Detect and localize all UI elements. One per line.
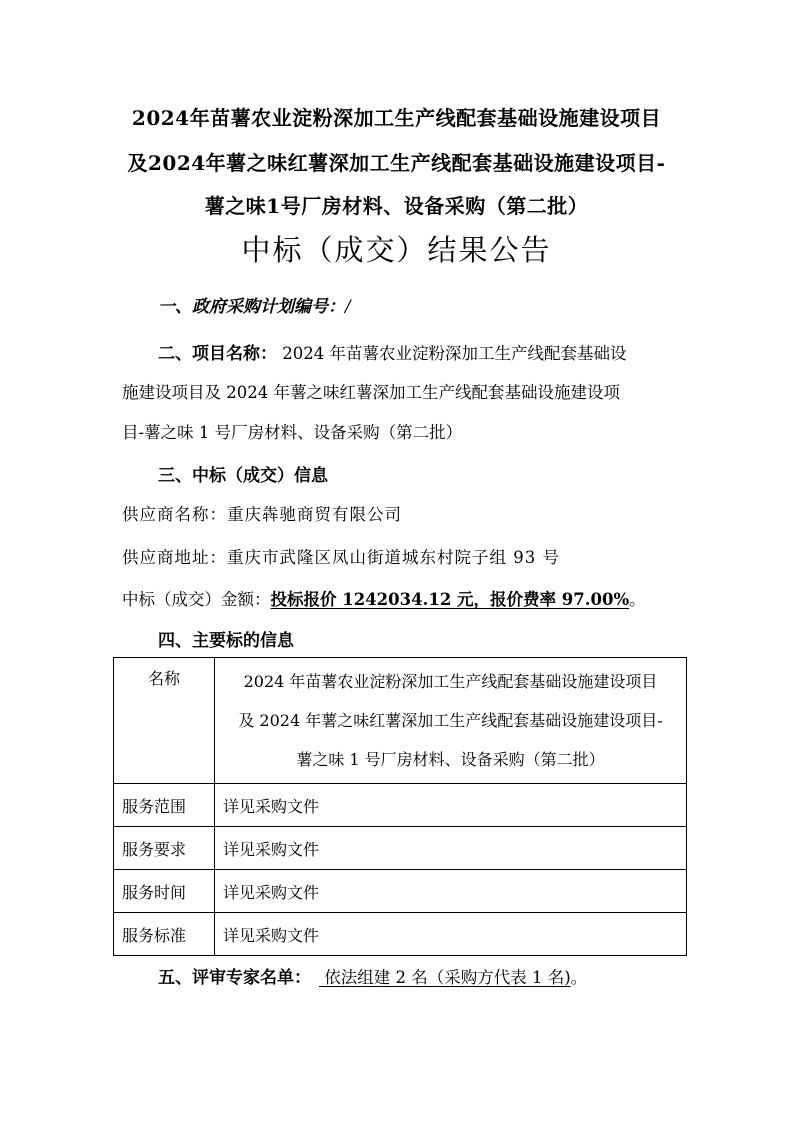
title-line-2: 及2024年薯之味红薯深加工生产线配套基础设施建设项目- [127,151,666,175]
supplier-address: 重庆市武隆区凤山街道城东村院子组 93 号 [227,548,560,567]
award-amount-row [122,586,646,610]
name-value-line-2: 及 2024 年薯之味红薯深加工生产线配套基础设施建设项目- [238,711,663,730]
table-row [114,784,687,827]
project-name-part-3: 目-薯之味 1 号厂房材料、设备采购（第二批） [122,423,463,442]
section-5-heading: 五、评审专家名单： [158,968,311,988]
row-value: 详见采购文件 [215,870,687,913]
name-label: 名称 [147,669,180,688]
section-2-line-1 [158,339,627,364]
award-amount-label: 中标（成交）金额： [122,590,271,609]
section-5 [158,963,587,988]
name-label-cell [114,658,215,784]
supplier-address-label: 供应商地址： [122,548,227,567]
table-row [114,827,687,870]
section-3-heading: 三、中标（成交）信息 [158,466,328,486]
subject-info-table [113,657,687,956]
table-row [114,870,687,913]
row-label: 服务时间 [114,870,215,913]
supplier-name: 重庆犇驰商贸有限公司 [227,505,402,524]
expert-list-end: 。 [570,968,588,987]
main-title: 中标（成交）结果公告 [241,233,552,267]
supplier-name-row [122,501,402,525]
name-value-line-1: 2024 年苗薯农业淀粉深加工生产线配套基础设施建设项目 [243,672,658,691]
row-value: 详见采购文件 [215,913,687,956]
section-1 [158,292,351,317]
expert-list: 依法组建 2 名（采购方代表 1 名) [319,968,571,987]
section-4-heading: 四、主要标的信息 [158,631,294,651]
project-name-part-1: 2024 年苗薯农业淀粉深加工生产线配套基础设 [282,344,627,363]
row-label: 服务范围 [114,784,215,827]
title-line-3: 薯之味1号厂房材料、设备采购（第二批） [204,194,589,218]
name-value-line-3: 薯之味 1 号厂房材料、设备采购（第二批） [296,750,605,769]
row-value: 详见采购文件 [215,784,687,827]
plan-number: / [345,297,351,316]
name-value-cell [215,658,687,784]
supplier-address-row [122,544,560,568]
award-amount-value: 投标报价 1242034.12 元，报价费率 97.00% [270,590,630,609]
row-label: 服务标准 [114,913,215,956]
section-1-heading: 一、政府采购计划编号： [158,297,345,317]
title-line-1: 2024年苗薯农业淀粉深加工生产线配套基础设施建设项目 [131,106,662,130]
supplier-name-label: 供应商名称： [122,505,227,524]
project-name-part-2: 施建设项目及 2024 年薯之味红薯深加工生产线配套基础设施建设项 [122,383,620,402]
row-value: 详见采购文件 [215,827,687,870]
table-row [114,913,687,956]
section-2-heading: 二、项目名称： [158,344,277,364]
table-row [114,658,687,784]
award-amount-end: 。 [629,590,646,609]
row-label: 服务要求 [114,827,215,870]
